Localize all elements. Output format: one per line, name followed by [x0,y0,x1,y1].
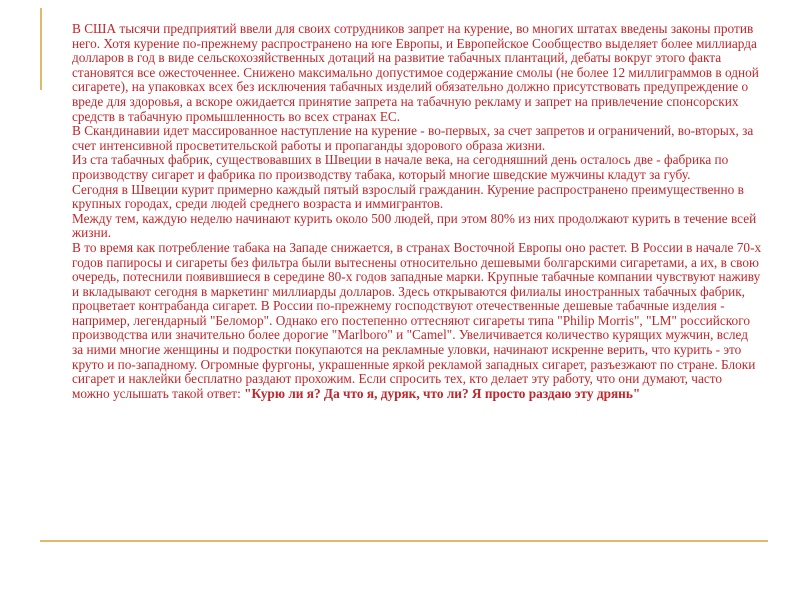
bottom-horizontal-rule [40,540,768,542]
paragraph-eastern-europe-text: В то время как потребление табака на Западе снижается, в странах Восточной Европы оно растет. В России в начале 70-х годов папиросы и сигареты без фильтра были вытеснены относительно дешевыми болгарскими сигаретами, а их, в свою очередь, потеснили появившиеся в середине 80-х годов западные марки. Крупные табачные компании чувствуют наживу и вкладывают сегодня в маркетинг миллиарды долларов. Здесь открываются филиалы иностранных табачных фабрик, процветает контрабанда сигарет. В России по-прежнему господствуют отечественные дешевые табачные изделия - например, легендарный "Беломор". Однако его постепенно оттесняют сигареты типа "Philip Morris", "LM" российского производства или значительно более дорогие "Marlboro" и "Camel". Увеличивается количество курящих мужчин, вслед за ними многие женщины и подростки покупаются на рекламные уловки, начинают искренне верить, что курить - это круто и по-западному. Огромные фургоны, украшенные яркой рекламой западных сигарет, разъезжают по стране. Блоки сигарет и наклейки бесплатно раздают прохожим. Если спросить тех, кто делает эту работу, что они думают, часто можно услышать такой ответ: [72,239,762,401]
paragraph-us-eu: В США тысячи предприятий ввели для своих сотрудников запрет на курение, во многих штатах введены законы против него. Хотя курение по-прежнему распространено на юге Европы, и Европейское Сообщество выделяет более миллиарда долларов в год в виде сельскохозяйственных дотаций на развитие табачных плантаций, дебаты вокруг этого факта становятся все ожесточеннее. Снижено максимально допустимое содержание смолы (не более 12 миллиграммов в одной сигарете), на упаковках всех без исключения табачных изделий обязательно должно присутствовать предупреждение о вреде для здоровья, а вскоре ожидается принятие запрета на табачную рекламу и запрет на привлечение спонсорских средств в табачную промышленность во всех странах ЕС. [72,21,759,124]
paragraph-swedish-factories: Из ста табачных фабрик, существовавших в Швеции в начале века, на сегодняшний день осталось две - фабрика по производству сигарет и фабрика по производству табака, который многие шведские мужчины кладут за губу. [72,152,729,182]
paragraph-scandinavia: В Скандинавии идет массированное наступление на курение - во-первых, за счет запретов и ограничений, во-вторых, за счет интенсивной просветительской работы и пропаганды здорового образа жизни. [72,123,754,153]
top-left-vertical-rule [40,8,42,90]
paragraph-weekly-new-smokers: Между тем, каждую неделю начинают курить около 500 людей, при этом 80% из них продолжают курить в течение всей жизни. [72,210,757,241]
paragraph-sweden-smokers: Сегодня в Швеции курит примерно каждый пятый взрослый гражданин. Курение распространено преимущественно в крупных городах, среди людей среднего возраста и иммигрантов. [72,181,744,212]
slide-body-text [72,22,762,401]
paragraph-eastern-europe [72,241,762,402]
distributor-quote: "Курю ли я? Да что я, дуряк, что ли? Я просто раздаю эту дрянь" [244,385,641,401]
